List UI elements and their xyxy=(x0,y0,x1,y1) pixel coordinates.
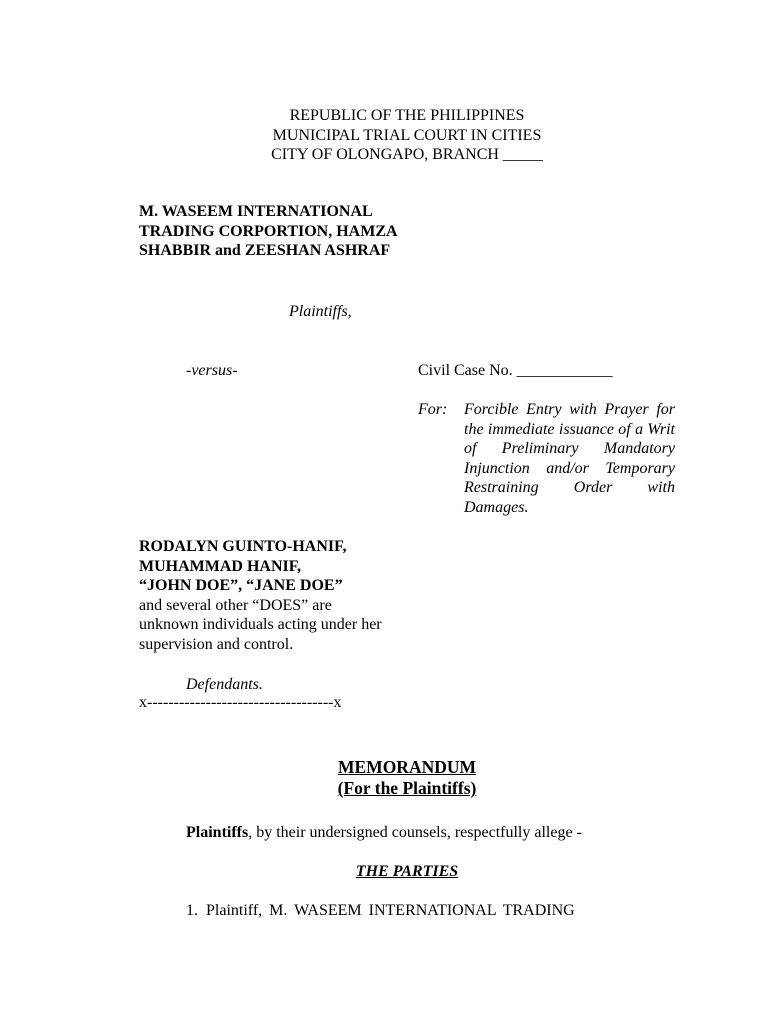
case-nature: Forcible Entry with Prayer for the immediate issuance of a Writ of Preliminary Mandatory Injunction and/or Temporary Restraining Order with Damages. xyxy=(464,401,675,516)
intro-lead: Plaintiffs xyxy=(186,824,249,841)
defendants-names xyxy=(139,537,389,596)
caption-republic: REPUBLIC OF THE PHILIPPINES xyxy=(289,107,525,124)
intro-text: , by their undersigned counsels, respectfully allege - xyxy=(248,824,582,841)
civil-case-number: Civil Case No. ____________ xyxy=(418,362,613,379)
for-label: For: xyxy=(418,401,448,418)
memorandum-title: MEMORANDUM xyxy=(337,757,477,777)
versus-label: -versus- xyxy=(186,362,238,379)
caption-court: MUNICIPAL TRIAL COURT IN CITIES xyxy=(272,126,542,144)
caption-divider: x-----------------------------------x xyxy=(139,694,342,711)
defendant-rodalyn: RODALYN GUINTO-HANIF, xyxy=(139,538,347,555)
paragraph-1 xyxy=(186,901,575,921)
defendant-muhammad: MUHAMMAD HANIF, xyxy=(139,557,302,575)
plaintiffs-role: Plaintiffs, xyxy=(289,303,352,320)
paragraph-1-text: Plaintiff, M. WASEEM INTERNATIONAL TRADING xyxy=(206,902,575,919)
memorandum-subtitle: (For the Plaintiffs) xyxy=(337,778,477,798)
defendant-does: “JOHN DOE”, “JANE DOE” xyxy=(139,577,343,594)
defendants-description: and several other “DOES” are unknown individuals acting under her supervision and control. xyxy=(139,596,382,653)
plaintiffs-names: M. WASEEM INTERNATIONAL TRADING CORPORTION, HAMZA SHABBIR and ZEESHAN ASHRAF xyxy=(139,203,397,259)
caption-city-branch: CITY OF OLONGAPO, BRANCH _____ xyxy=(271,146,543,163)
section-title-parties: THE PARTIES xyxy=(355,863,459,880)
paragraph-1-number: 1. xyxy=(186,902,198,919)
intro-paragraph xyxy=(186,823,582,843)
defendants-block xyxy=(139,537,389,654)
court-caption xyxy=(0,106,768,165)
defendants-role: Defendants. xyxy=(186,676,263,693)
memorandum-heading xyxy=(0,757,768,799)
